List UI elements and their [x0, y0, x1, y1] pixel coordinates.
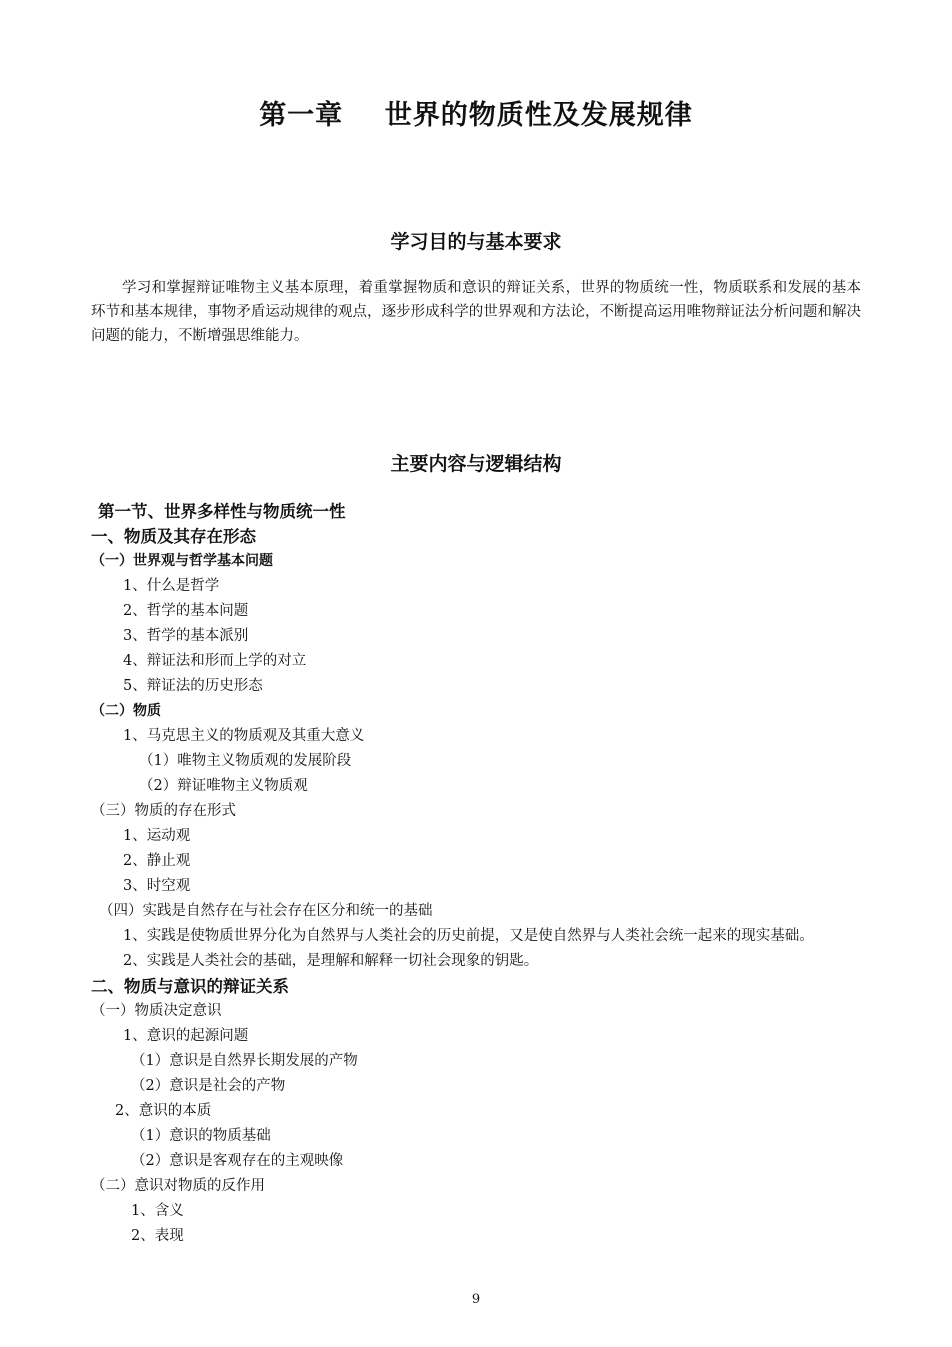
subsection-title: （一）物质决定意识 [91, 1003, 222, 1019]
subsection-title: （三）物质的存在形式 [91, 803, 236, 819]
list-item: 3、时空观 [123, 878, 191, 894]
section-title: 第一节、世界多样性与物质统一性 [98, 502, 346, 521]
list-subitem: （2）辩证唯物主义物质观 [139, 778, 308, 794]
list-subitem: （2）意识是社会的产物 [131, 1078, 286, 1094]
list-subitem: （1）意识是自然界长期发展的产物 [131, 1053, 358, 1069]
content-outline [91, 499, 861, 1249]
list-item: 1、马克思主义的物质观及其重大意义 [123, 728, 365, 744]
subsection-title: （二）物质 [91, 703, 161, 719]
list-subitem: （2）意识是客观存在的主观映像 [131, 1153, 344, 1169]
list-item: 2、表现 [131, 1228, 184, 1244]
list-item: 2、意识的本质 [115, 1103, 212, 1119]
subsection-title: （四）实践是自然存在与社会存在区分和统一的基础 [99, 903, 433, 919]
list-item: 4、辩证法和形而上学的对立 [123, 653, 307, 669]
list-item: 2、静止观 [123, 853, 191, 869]
subsection-title: （二）意识对物质的反作用 [91, 1178, 265, 1194]
part-title: 二、物质与意识的辩证关系 [91, 977, 289, 996]
subsection-title: （一）世界观与哲学基本问题 [91, 553, 273, 569]
list-subitem: （1）唯物主义物质观的发展阶段 [139, 753, 352, 769]
list-item: 5、辩证法的历史形态 [123, 678, 263, 694]
list-item: 2、实践是人类社会的基础，是理解和解释一切社会现象的钥匙。 [123, 953, 539, 969]
list-item: 1、意识的起源问题 [123, 1028, 249, 1044]
content-heading: 主要内容与逻辑结构 [390, 453, 562, 475]
list-item: 1、运动观 [123, 828, 191, 844]
page-number: 9 [471, 1292, 481, 1307]
part-title: 一、物质及其存在形态 [91, 527, 256, 546]
list-item: 1、实践是使物质世界分化为自然界与人类社会的历史前提，又是使自然界与人类社会统一起来的现实基础。 [123, 928, 814, 944]
chapter-title: 第一章 世界的物质性及发展规律 [259, 100, 693, 131]
list-item: 1、含义 [131, 1203, 184, 1219]
objectives-paragraph: 学习和掌握辩证唯物主义基本原理，着重掌握物质和意识的辩证关系，世界的物质统一性，物质联系和发展的基本环节和基本规律，事物矛盾运动规律的观点，逐步形成科学的世界观和方法论，不断提高运用唯物辩证法分析问题和解决问题的能力，不断增强思维能力。 [91, 280, 861, 344]
list-item: 2、哲学的基本问题 [123, 603, 249, 619]
list-item: 3、哲学的基本派别 [123, 628, 249, 644]
list-subitem: （1）意识的物质基础 [131, 1128, 271, 1144]
objectives-heading: 学习目的与基本要求 [390, 231, 562, 253]
list-item: 1、什么是哲学 [123, 578, 220, 594]
